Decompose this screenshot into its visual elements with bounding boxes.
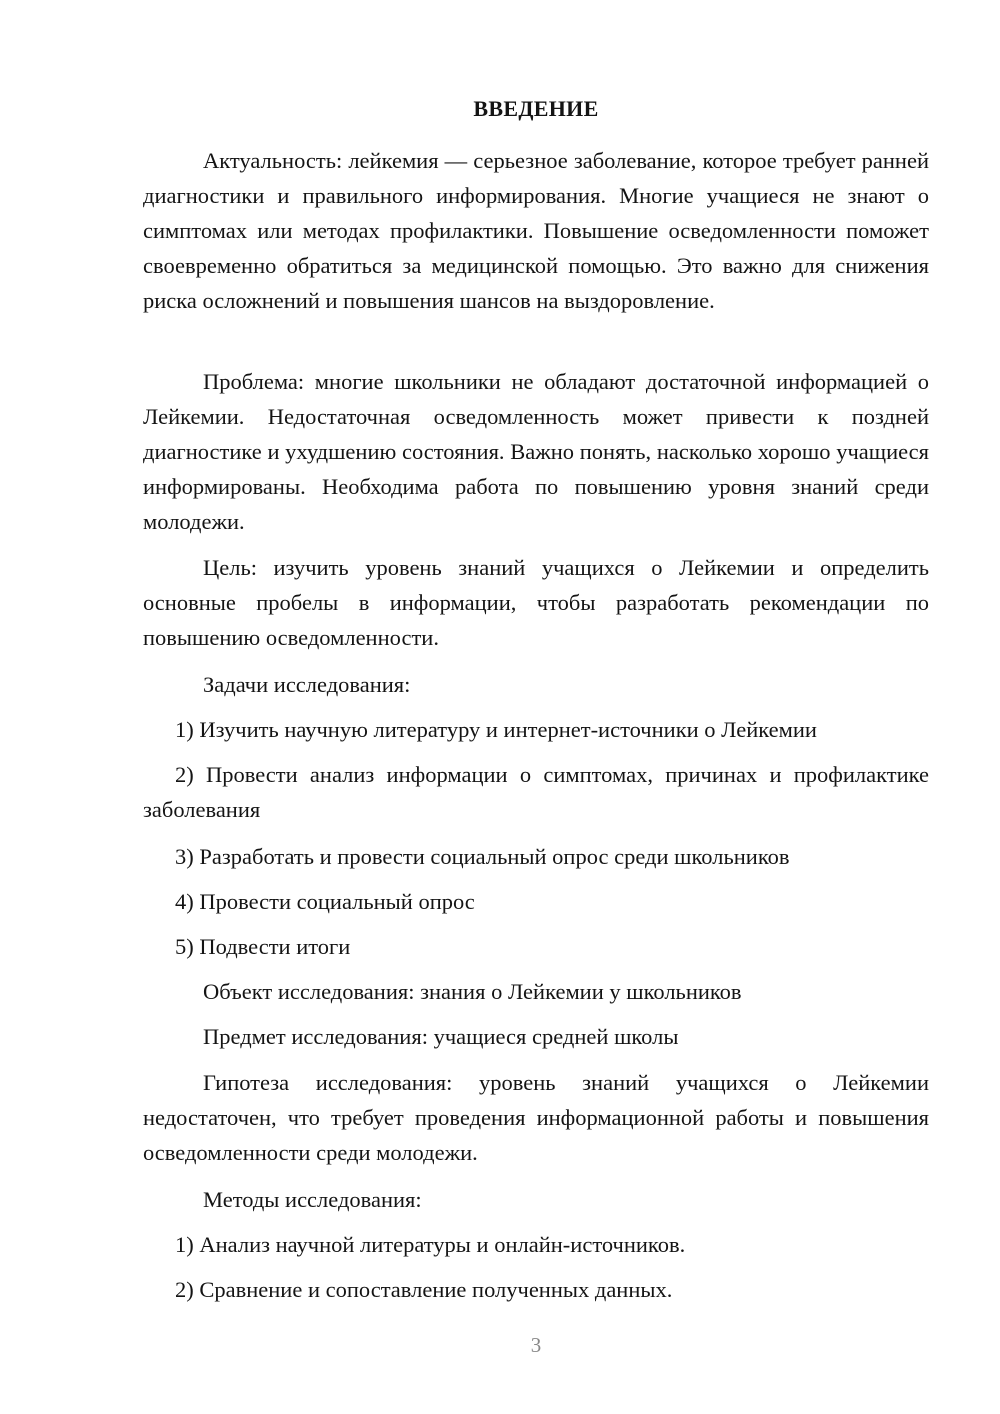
task-item: 2) Провести анализ информации о симптомах, причинах и профилактике заболевания (143, 762, 929, 822)
goal-paragraph: Цель: изучить уровень знаний учащихся о Лейкемии и определить основные пробелы в информации, чтобы разработать рекомендации по повышению осведомленности. (143, 555, 929, 650)
problem-paragraph: Проблема: многие школьники не обладают достаточной информацией о Лейкемии. Недостаточная осведомленность может привести к поздней диагностике и ухудшению состояния. Важно понять, насколько хорошо учащиеся информированы. Необходима работа по повышению уровня знаний среди молодежи. (143, 369, 929, 534)
task-item: 5) Подвести итоги (175, 934, 351, 959)
method-item: 2) Сравнение и сопоставление полученных данных. (175, 1277, 673, 1302)
method-item: 1) Анализ научной литературы и онлайн-источников. (175, 1232, 686, 1257)
page-number: 3 (530, 1333, 542, 1357)
relevance-paragraph: Актуальность: лейкемия — серьезное заболевание, которое требует ранней диагностики и правильного информирования. Многие учащиеся не знают о симптомах или методах профилактики. Повышение осведомленности поможет своевременно обратиться за медицинской помощью. Это важно для снижения риска осложнений и повышения шансов на выздоровление. (143, 148, 929, 313)
methods-heading: Методы исследования: (203, 1187, 422, 1212)
task-item: 4) Провести социальный опрос (175, 889, 475, 914)
hypothesis-paragraph: Гипотеза исследования: уровень знаний учащихся о Лейкемии недостаточен, что требует проведения информационной работы и повышения осведомленности среди молодежи. (143, 1070, 929, 1165)
task-item: 3) Разработать и провести социальный опрос среди школьников (175, 844, 790, 869)
section-title: ВВЕДЕНИЕ (473, 96, 599, 121)
tasks-heading: Задачи исследования: (203, 672, 411, 697)
subject-line: Предмет исследования: учащиеся средней школы (203, 1024, 679, 1049)
object-line: Объект исследования: знания о Лейкемии у школьников (203, 979, 742, 1004)
task-item: 1) Изучить научную литературу и интернет-источники о Лейкемии (175, 717, 817, 742)
